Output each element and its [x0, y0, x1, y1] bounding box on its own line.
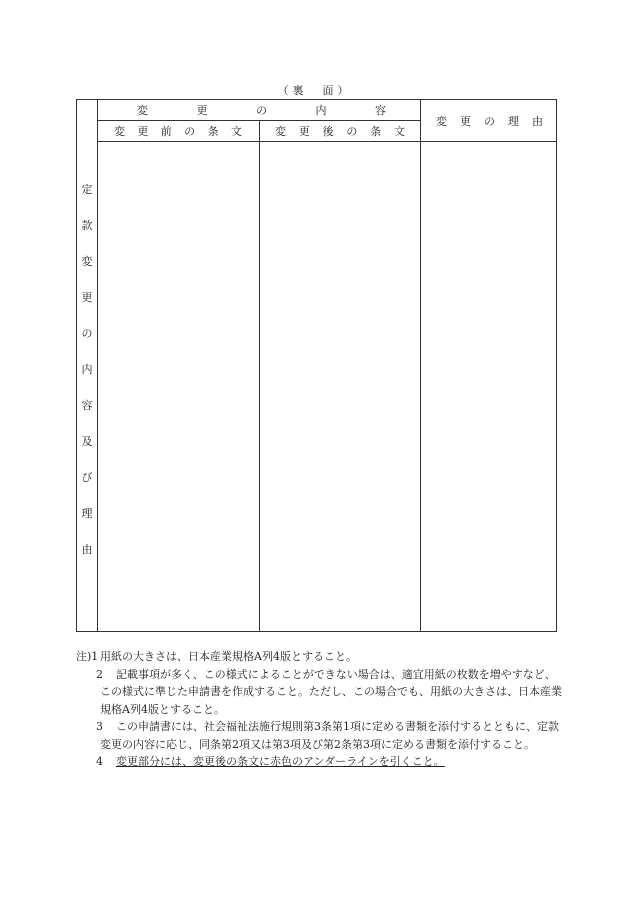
- header-char: 更: [196, 104, 208, 117]
- notes-section: [76, 648, 566, 771]
- note-text: 変更部分には、変更後の条文に赤色のアンダーラインを引くこと。: [116, 755, 445, 768]
- side-label-char: の: [81, 327, 93, 340]
- note-number: 2: [96, 667, 103, 681]
- note-number: 注)1: [76, 650, 99, 663]
- header-before-article: [98, 121, 259, 141]
- note-text: この申請書には、社会福祉法施行規則第3条第1項に定める書類を添付するとともに、定款変更の内容に応じ、同条第2項又は第3項及び第2条第3項に定める書類を添付すること。: [100, 720, 559, 751]
- side-label-char: 変: [81, 255, 93, 268]
- header-change-content: [98, 100, 420, 120]
- header-char: 内: [315, 104, 327, 117]
- amendment-form-table: [76, 99, 557, 632]
- header-char: 容: [375, 104, 386, 117]
- before-article-entry-area[interactable]: [98, 142, 259, 631]
- header-char: 変: [114, 125, 125, 138]
- header-char: 前: [160, 125, 172, 138]
- note-item: [76, 718, 566, 753]
- header-char: の: [346, 125, 358, 138]
- header-char: 変: [275, 125, 286, 138]
- side-label-column: [77, 100, 97, 631]
- header-char: の: [184, 125, 196, 138]
- side-label-char: 及: [81, 435, 93, 448]
- header-char: 条: [207, 125, 219, 138]
- header-char: 条: [370, 125, 382, 138]
- header-char: 後: [322, 125, 334, 138]
- side-label-char: 更: [81, 291, 93, 304]
- side-label-char: 定: [81, 183, 93, 196]
- page-heading: （裏 面）: [277, 84, 353, 97]
- side-label-char: 内: [81, 363, 93, 376]
- note-text: 用紙の大きさは、日本産業規格A列4版とすること。: [100, 650, 357, 663]
- after-article-entry-area[interactable]: [260, 142, 420, 631]
- side-label-char: 容: [81, 399, 93, 412]
- header-char: 由: [532, 114, 543, 128]
- header-after-article: [260, 121, 420, 141]
- side-label-char: 理: [81, 507, 93, 520]
- side-label-char: 由: [81, 543, 93, 556]
- header-char: 更: [298, 125, 310, 138]
- header-char: 更: [460, 114, 471, 128]
- note-number: 3: [96, 720, 103, 733]
- header-char: 文: [230, 125, 242, 138]
- header-char: 文: [393, 125, 405, 138]
- side-label-char: 款: [81, 219, 93, 232]
- reason-entry-area[interactable]: [421, 142, 556, 631]
- header-char: の: [484, 114, 495, 128]
- header-char: 更: [137, 125, 149, 138]
- note-text: 記載事項が多く、この様式によることができない場合は、適宜用紙の枚数を増やすなど、この様式に準じた申請書を作成すること。ただし、この場合でも、用紙の大きさは、日本産業規格A列4版とすること。: [100, 667, 562, 716]
- note-item: [76, 753, 566, 771]
- header-char: の: [256, 104, 267, 117]
- header-char: 理: [508, 114, 519, 128]
- note-item: [76, 648, 566, 666]
- header-change-reason: [421, 100, 556, 141]
- header-char: 変: [436, 114, 447, 128]
- note-item: [76, 666, 566, 719]
- note-number: 4: [96, 755, 103, 768]
- side-label-char: び: [81, 471, 93, 484]
- header-char: 変: [137, 104, 148, 117]
